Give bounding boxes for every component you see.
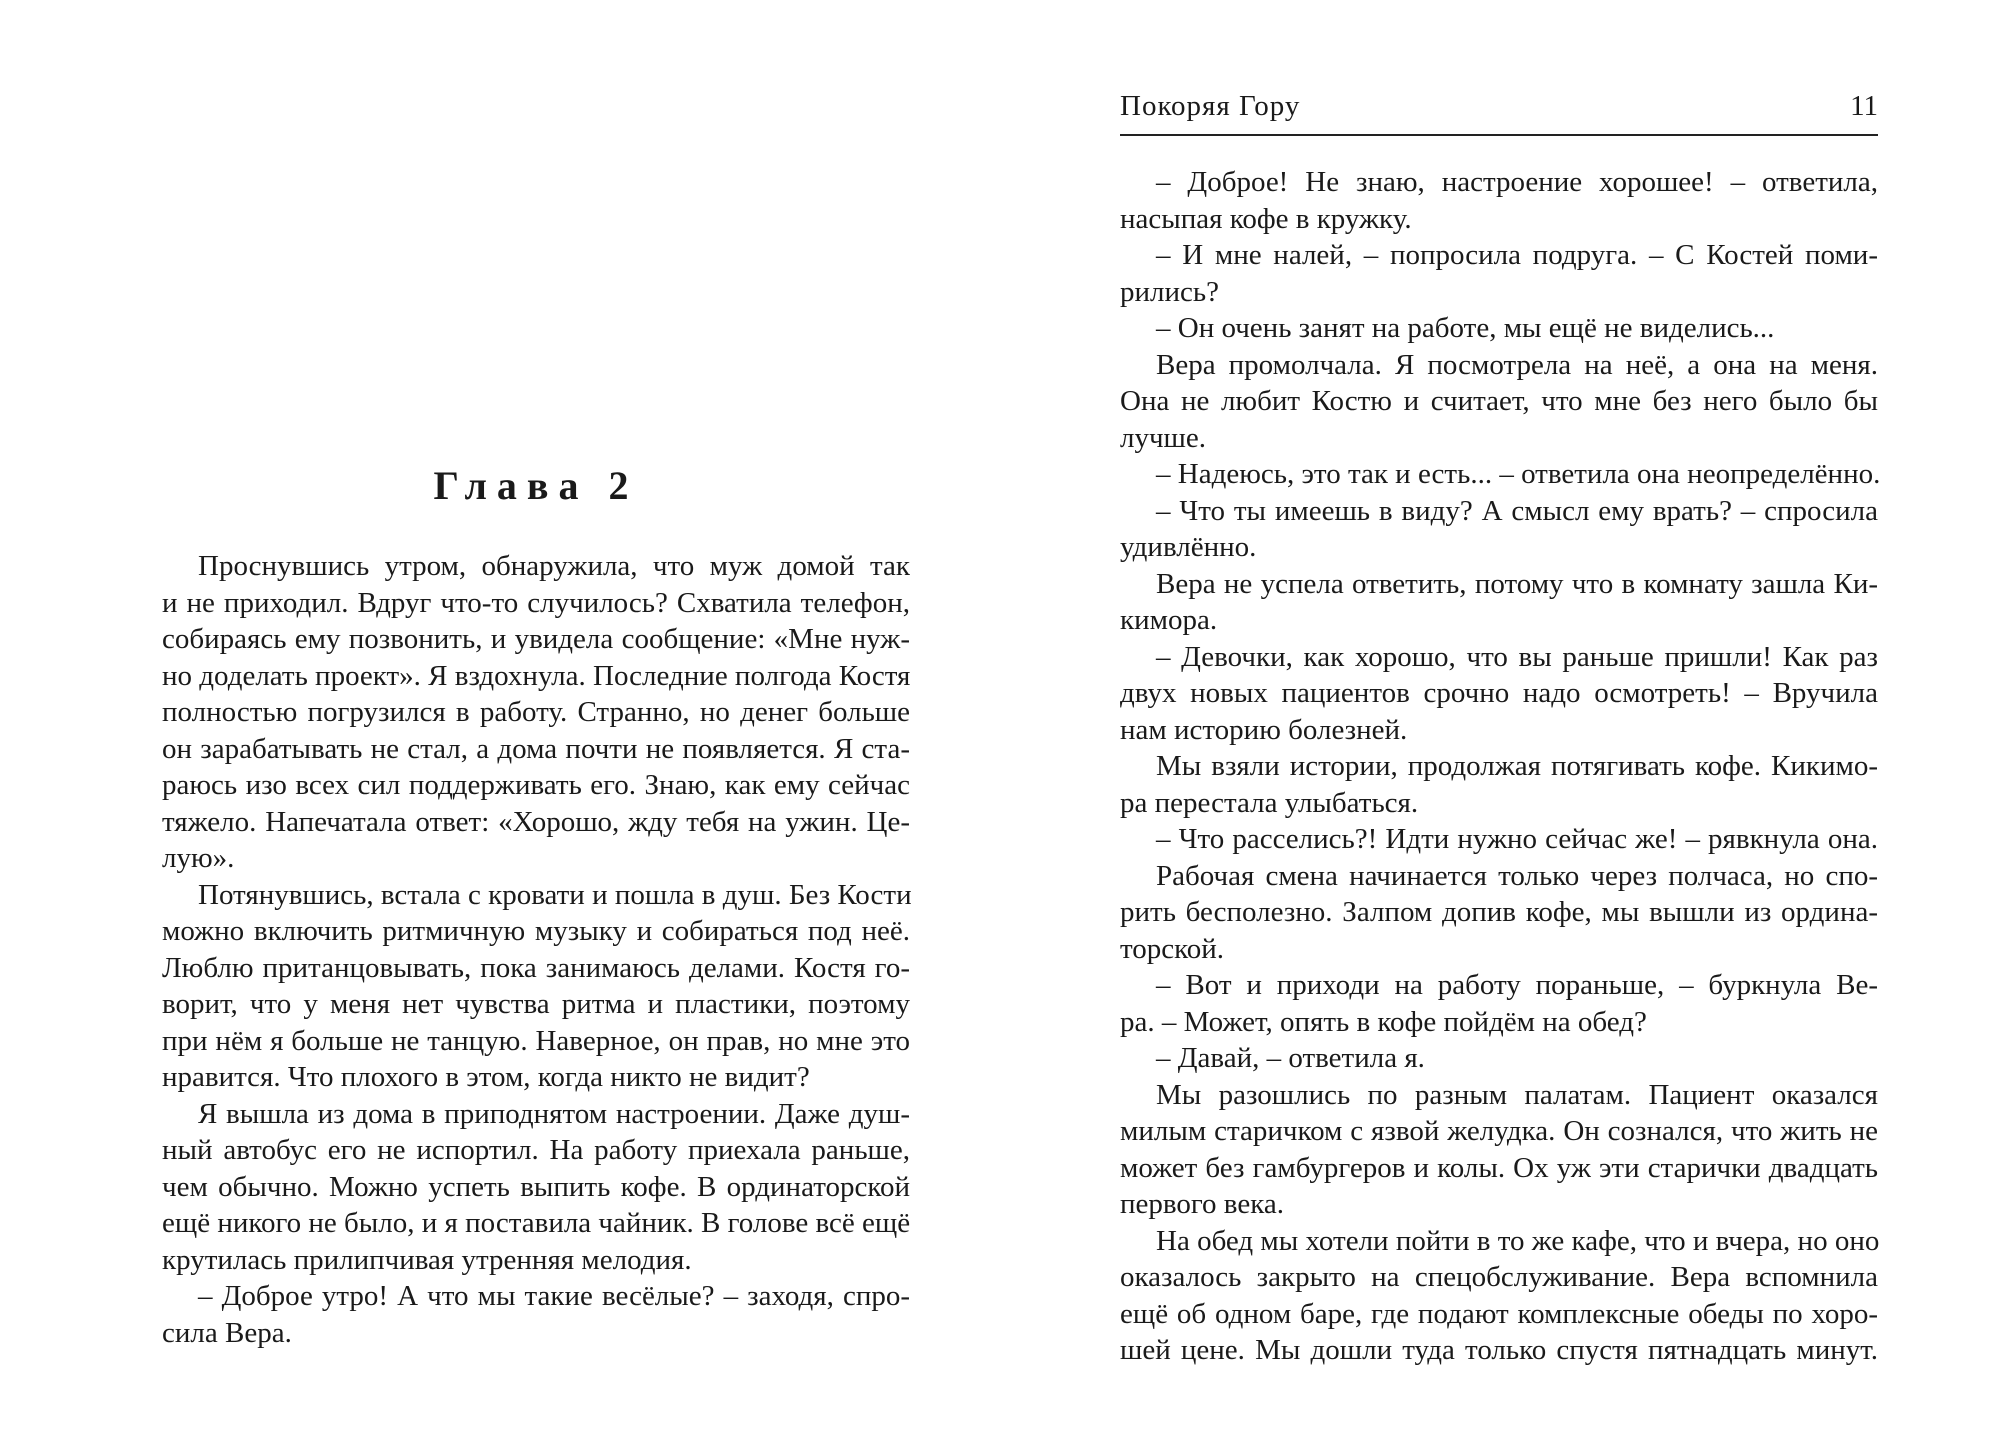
page-number: 11 bbox=[1850, 90, 1878, 122]
text-line: крутилась прилипчивая утренняя мелодия. bbox=[162, 1243, 692, 1276]
text-line: Рабочая смена начинается только через полчаса, но спо- bbox=[1156, 859, 1878, 892]
text-line: рились? bbox=[1120, 275, 1219, 308]
text-line: – Доброе утро! А что мы такие весёлые? – заходя, спро- bbox=[198, 1280, 910, 1312]
text-line: может без гамбургеров и колы. Ох уж эти старички двадцать bbox=[1120, 1151, 1878, 1184]
running-title: Покоряя Гору bbox=[1120, 90, 1301, 122]
text-line: На обед мы хотели пойти в то же кафе, что и вчера, но оно bbox=[1156, 1224, 1880, 1257]
text-line: Мы взяли истории, продолжая потягивать кофе. Кикимо- bbox=[1156, 750, 1878, 782]
right-page-body bbox=[1120, 164, 1881, 1369]
text-line: ра перестала улыбаться. bbox=[1120, 786, 1419, 819]
text-line: – Девочки, как хорошо, что вы раньше пришли! Как раз bbox=[1156, 640, 1878, 673]
text-line: – Вот и приходи на работу пораньше, – буркнула Ве- bbox=[1156, 969, 1878, 1001]
chapter-title: Глава 2 bbox=[433, 463, 639, 508]
text-line: Вера не успела ответить, потому что в комнату зашла Ки- bbox=[1156, 567, 1878, 600]
text-line: Вера промолчала. Я посмотрела на неё, а она на меня. bbox=[1156, 348, 1878, 381]
text-line: ещё никого не было, и я поставила чайник. В голове всё ещё bbox=[162, 1207, 911, 1239]
text-line: – Доброе! Не знаю, настроение хорошее! – ответила, bbox=[1156, 166, 1878, 198]
text-line: собираясь ему позвонить, и увидела сообщение: «Мне нуж- bbox=[162, 623, 910, 655]
text-line: ный автобус его не испортил. На работу приехала раньше, bbox=[162, 1134, 910, 1166]
text-line: Я вышла из дома в приподнятом настроении. Даже душ- bbox=[198, 1097, 910, 1130]
text-line: тяжело. Напечатала ответ: «Хорошо, жду тебя на ужин. Це- bbox=[162, 805, 910, 838]
text-line: – Надеюсь, это так и есть... – ответила она неопределённо. bbox=[1156, 458, 1881, 490]
text-line: Проснувшись утром, обнаружила, что муж домой так bbox=[198, 550, 910, 582]
text-line: ворит, что у меня нет чувства ритма и пластики, поэтому bbox=[162, 988, 910, 1020]
text-line: Люблю пританцовывать, пока занимаюсь делами. Костя го- bbox=[162, 951, 910, 984]
text-line: он зарабатывать не стал, а дома почти не появляется. Я ста- bbox=[162, 732, 910, 765]
text-line: рить бесполезно. Залпом допив кофе, мы вышли из ордина- bbox=[1120, 896, 1878, 928]
text-line: двух новых пациентов срочно надо осмотреть! – Вручила bbox=[1120, 677, 1878, 709]
text-line: первого века. bbox=[1120, 1188, 1284, 1220]
running-header bbox=[1120, 82, 1878, 136]
text-line: кимора. bbox=[1120, 604, 1218, 636]
text-line: ра. – Может, опять в кофе пойдём на обед? bbox=[1120, 1005, 1647, 1038]
text-line: лучше. bbox=[1120, 421, 1207, 454]
text-line: Потянувшись, встала с кровати и пошла в душ. Без Кости bbox=[198, 878, 912, 911]
text-line: шей цене. Мы дошли туда только спустя пятнадцать минут. bbox=[1120, 1334, 1878, 1366]
text-line: раюсь изо всех сил поддерживать его. Знаю, как ему сейчас bbox=[162, 769, 910, 801]
text-line: сила Вера. bbox=[162, 1316, 292, 1349]
text-line: и не приходил. Вдруг что-то случилось? Схватила телефон, bbox=[162, 586, 910, 619]
right-page bbox=[1000, 0, 2000, 1440]
text-line: торской. bbox=[1120, 932, 1225, 965]
text-line: но доделать проект». Я вздохнула. Последние полгода Костя bbox=[162, 659, 911, 692]
text-line: Она не любит Костю и считает, что мне без него было бы bbox=[1120, 385, 1878, 417]
text-line: – Он очень занят на работе, мы ещё не виделись... bbox=[1156, 312, 1775, 344]
text-line: чем обычно. Можно успеть выпить кофе. В ординаторской bbox=[162, 1170, 910, 1203]
text-line: – Что ты имеешь в виду? А смысл ему врать? – спросила bbox=[1156, 494, 1878, 527]
left-page-body bbox=[162, 548, 910, 1351]
text-line: милым старичком с язвой желудка. Он сознался, что жить не bbox=[1120, 1115, 1878, 1147]
text-line: удивлённо. bbox=[1120, 531, 1257, 563]
text-line: полностью погрузился в работу. Странно, но денег больше bbox=[162, 696, 910, 728]
text-line: оказалось закрыто на спецобслуживание. Вера вспомнила bbox=[1120, 1261, 1878, 1293]
text-line: можно включить ритмичную музыку и собираться под неё. bbox=[162, 915, 910, 947]
text-line: – И мне налей, – попросила подруга. – С Костей поми- bbox=[1156, 239, 1878, 271]
text-line: – Что расселись?! Идти нужно сейчас же! – рявкнула она. bbox=[1156, 823, 1878, 855]
text-line: лую». bbox=[162, 842, 235, 874]
text-line: нравится. Что плохого в этом, когда никто не видит? bbox=[162, 1061, 810, 1093]
text-line: нам историю болезней. bbox=[1120, 713, 1408, 746]
text-line: – Давай, – ответила я. bbox=[1156, 1042, 1425, 1074]
text-line: ещё об одном баре, где подают комплексные обеды по хоро- bbox=[1120, 1297, 1878, 1330]
text-line: при нём я больше не танцую. Наверное, он прав, но мне это bbox=[162, 1024, 910, 1057]
text-line: насыпая кофе в кружку. bbox=[1120, 202, 1412, 235]
text-line: Мы разошлись по разным палатам. Пациент оказался bbox=[1156, 1078, 1878, 1111]
